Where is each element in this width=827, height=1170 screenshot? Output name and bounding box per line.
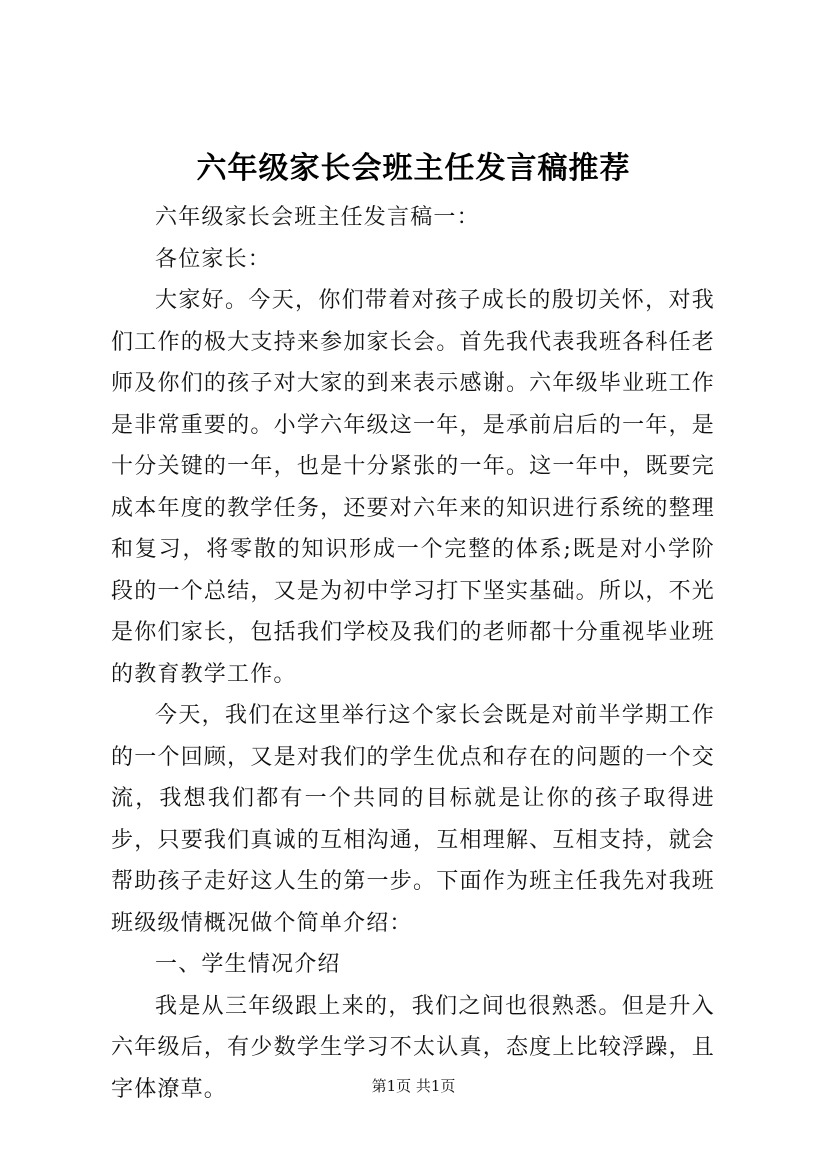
paragraph: 六年级家长会班主任发言稿一：	[155, 205, 480, 230]
document-title: 六年级家长会班主任发言稿推荐	[196, 151, 631, 186]
paragraph: 大家好。今天，你们带着对孩子成长的殷切关怀，对我们工作的极大支持来参加家长会。首先我代表我班各科任老师及你们的孩子对大家的到来表示感谢。六年级毕业班工作是非常重要的。小学六年级这一年，是承前启后的一年，是十分关键的一年，也是十分紧张的一年。这一年中，既要完成本年度的教学任务，还要对六年来的知识进行系统的整理和复习，将零散的知识形成一个完整的体系;既是对小学阶段的一个总结，又是为初中学习打下坚实基础。所以，不光是你们家长，包括我们学校及我们的老师都十分重视毕业班的教育教学工作。	[111, 288, 715, 687]
paragraph: 今天，我们在这里举行这个家长会既是对前半学期工作的一个回顾，又是对我们的学生优点和存在的问题的一个交流，我想我们都有一个共同的目标就是让你的孩子取得进步，只要我们真诚的互相沟通，互相理解、互相支持，就会帮助孩子走好这人生的第一步。下面作为班主任我先对我班班级级情概况做个简单介绍：	[111, 703, 715, 936]
paragraph: 我是从三年级跟上来的，我们之间也很熟悉。但是升入六年级后，有少数学生学习不太认真，态度上比较浮躁，且字体潦草。	[111, 993, 715, 1102]
page-footer: 第1页 共1页	[371, 1077, 456, 1095]
paragraph: 各位家长：	[155, 246, 272, 272]
document-body	[111, 197, 715, 1110]
paragraph: 一、学生情况介绍	[155, 952, 341, 977]
